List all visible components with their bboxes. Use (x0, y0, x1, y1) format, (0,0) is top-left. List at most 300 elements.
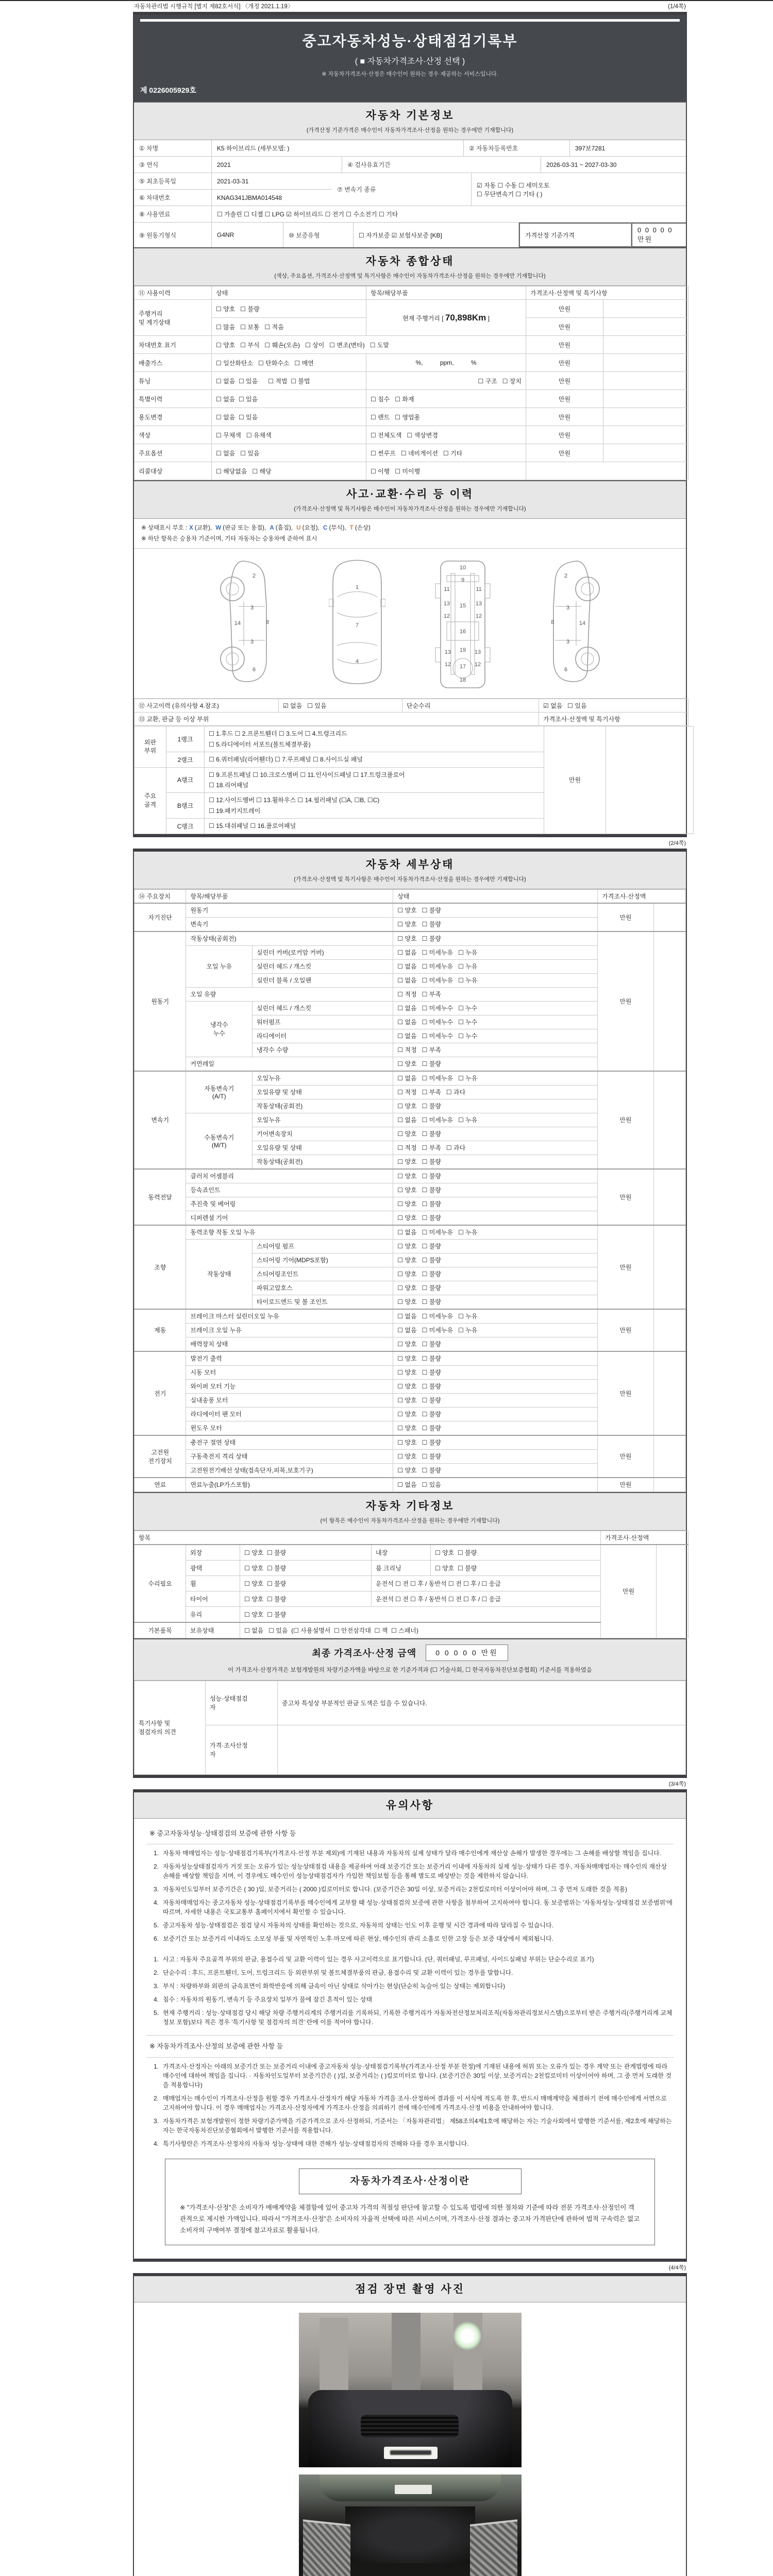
svg-text:8: 8 (550, 619, 554, 626)
price-cell: 만원 (601, 1545, 657, 1638)
sub-group-label: 자동변속기 (A/T) (186, 1071, 253, 1113)
price-cell: 만원 (526, 408, 603, 426)
etc-item-label: 유리 (186, 1606, 240, 1622)
accident-history-subtitle: (가격조사·산정액 및 특기사항은 매수인이 자동차가격조사·산정을 원하는 경우에만 기재합니다) (294, 506, 526, 512)
svg-text:8: 8 (265, 619, 270, 626)
item-label: 추진축 및 베어링 (186, 1197, 393, 1211)
rank2-label: 2랭크 (166, 752, 205, 767)
special-history-label: 특별이력 (135, 390, 212, 408)
final-price-note[interactable]: 이 가격조사·산정가격은 보험개발원의 차량기준가액을 바탕으로 한 기준가격과 (☐ 기술사회, ☐ 한국자동차진단보증협회) 기준서를 적용하였음 (228, 1667, 592, 1673)
mileage-state-checkboxes[interactable]: ☐ 양호 ☐ 불량 (212, 300, 366, 318)
notice-part1-list (146, 1849, 674, 1943)
item-label: 실내송풍 모터 (186, 1393, 393, 1407)
item-label: 스티어링조인트 (253, 1267, 393, 1281)
comprehensive-state-header (134, 247, 686, 286)
state-checkboxes[interactable]: ☐ 없음 ☐ 미세누유 ☐ 누유 (393, 1323, 598, 1337)
state-checkboxes[interactable]: ☐ 양호 ☐ 불량 (393, 1421, 598, 1435)
checkbox-group[interactable]: ☐ 양호 ☐ 불량 (240, 1560, 372, 1575)
state-checkboxes[interactable]: ☐ 양호 ☐ 불량 (393, 1435, 598, 1450)
form-regulation-note: 자동차관리법 시행규칙 [별지 제82호서식] 〈개정 2021.1.19〉 (134, 4, 294, 10)
remark-cell (653, 1478, 685, 1492)
legend-desc: (손상) (353, 525, 371, 531)
item-label: 실린더 헤드 / 개스킷 (253, 1001, 393, 1015)
state-checkboxes[interactable]: ☐ 양호 ☐ 불량 (393, 1365, 598, 1379)
item-label: 충전구 절연 상태 (186, 1435, 393, 1450)
car-side-left-diagram-icon[interactable] (213, 557, 280, 686)
item-label: 타이로드엔드 및 볼 조인트 (253, 1295, 393, 1309)
detail-state-subtitle: (가격조사·산정액 및 특기사항은 매수인이 자동차가격조사·산정을 원하는 경우에만 기재합니다) (294, 876, 526, 883)
exchange-section-label: ⑬ 교환, 판금 등 이상 부위 (135, 713, 539, 726)
photo-area (134, 2302, 686, 2576)
legend-desc: (교환), (193, 525, 214, 531)
accident-history-title: 사고·교환·수리 등 이력 (346, 488, 474, 500)
car-name-value: K5 하이브리드 (세부모델: ) (212, 140, 464, 156)
page-4 (133, 2273, 687, 2576)
item-label: 연료누출(LP가스포함) (186, 1478, 393, 1492)
col-major-device: ⑭ 주요장치 (135, 889, 186, 903)
device-label: 동력전달 (135, 1169, 186, 1225)
state-checkboxes[interactable]: ☐ 적정 ☐ 부족 ☐ 과다 (393, 1141, 598, 1155)
inspection-period-label: ④ 검사유효기간 (342, 157, 541, 173)
color-kind[interactable]: ☐ 전체도색 ☐ 색상변경 (366, 426, 526, 444)
rankC-checkboxes[interactable]: ☐ 15.대쉬패널 ☐ 16.플로어패널 (205, 819, 544, 834)
state-checkboxes[interactable]: ☐ 없음 ☐ 미세누유 ☐ 누유 (393, 1113, 598, 1127)
remark-cell (603, 426, 688, 444)
state-checkboxes[interactable]: ☐ 양호 ☐ 불량 (393, 1169, 598, 1183)
svg-text:4: 4 (355, 658, 359, 665)
mileage-label: 주행거리 및 계기상태 (135, 300, 212, 336)
state-checkboxes[interactable]: ☐ 양호 ☐ 불량 (393, 1407, 598, 1421)
state-checkboxes[interactable]: ☐ 없음 ☐ 미세누수 ☐ 누수 (393, 1001, 598, 1015)
recall-label: 리콜대상 (135, 462, 212, 480)
legend-desc: (부식), (327, 525, 348, 531)
document-number: 제 0226005929호 (140, 86, 196, 94)
state-checkboxes[interactable]: ☐ 없음 ☐ 미세누유 ☐ 누유 (393, 959, 598, 973)
etc-info-subtitle: (이 항목은 매수인이 자동차가격조사·산정을 원하는 경우에만 기재합니다) (320, 1517, 500, 1524)
state-checkboxes[interactable]: ☐ 양호 ☐ 불량 (393, 1155, 598, 1169)
price-survey-definition-title: 자동차가격조사·산정이란 (299, 2168, 522, 2195)
state-checkboxes[interactable]: ☐ 없음 ☐ 미세누유 ☐ 누유 (393, 1071, 598, 1086)
lift-ramp-left (303, 2519, 350, 2576)
legend-prefix: ※ 상태표시 부호 : (141, 525, 188, 531)
item-label: 워터펌프 (253, 1015, 393, 1029)
notice-item: 3. 자동차가격은 보험개발원이 정한 차량기준가액을 기준가격으로 조사·산정하되, 기준서는 「자동차관리법」 제58조의4제1호에 해당하는 자는 기술사회에서 발행한 기준서를, 제2호에 해당하는 자는 한국자동차진단보증협회에서 발행한 기준서를 적용합니다. (153, 2117, 672, 2134)
recall-status[interactable]: ☐ 이행 ☐ 미이행 (366, 462, 526, 480)
remark-cell (603, 336, 688, 354)
notice-item: 5. 현재 주행거리 : 성능·상태점검 당시 해당 차량 주행거리계의 주행거리를 기록하되, 기록한 주행거리가 자동차전산정보처리조직(자동차관리정보시스템)으로부터 받은 주행거리(주행거리계 교체 정보 포함)보다 적은 경우 '특기사항 및 점검자의 의견' 란에 이를 적어야 합니다. (153, 2009, 673, 2026)
state-checkboxes[interactable]: ☐ 양호 ☐ 불량 (393, 917, 598, 931)
svg-text:17: 17 (459, 664, 466, 670)
detail-state-header (134, 852, 686, 889)
basic-info-subtitle: (가격산정 기준가격은 매수인이 자동차가격조사·산정을 원하는 경우에만 기재합니다) (306, 127, 514, 133)
options-kind[interactable]: ☐ 썬루프 ☐ 네비게이션 ☐ 기타 (366, 444, 526, 462)
car-grille (361, 2415, 459, 2437)
comprehensive-state-subtitle: (색상, 주요옵션, 가격조사·산정액 및 특기사항은 매수인이 자동차가격조사·산정을 원하는 경우에만 기재합니다) (274, 273, 546, 279)
etc-item-label: 휠 (186, 1575, 240, 1591)
opinion-section-label: 특기사항 및 점검자의 의견 (135, 1681, 206, 1774)
notice-item: 5. 중고자동차 성능·상태점검은 점검 당시 자동차의 상태를 확인하는 것으로, 자동차의 상태는 인도 이후 운행 및 시간 경과에 따라 달라질 수 있습니다. (153, 1922, 553, 1929)
state-checkboxes[interactable]: ☐ 양호 ☐ 불량 (393, 1183, 598, 1197)
svg-text:2: 2 (252, 573, 256, 580)
remark-cell (603, 354, 688, 372)
options-checkboxes[interactable]: ☐ 없음 ☐ 있음 (212, 444, 366, 462)
svg-text:3: 3 (250, 605, 254, 612)
inspector-opinion-table (134, 1681, 686, 1775)
state-checkboxes[interactable]: ☐ 양호 ☐ 불량 (393, 1239, 598, 1253)
notice-part2-title: ※ 자동차가격조사·산정의 보증에 관한 사항 등 (146, 2035, 674, 2058)
car-top-diagram-icon[interactable] (329, 557, 385, 686)
emission-checkboxes[interactable]: ☐ 일산화탄소 ☐ 탄화수소 ☐ 매연 (212, 354, 366, 372)
checkbox-group[interactable]: 운전석 ☐ 전 ☐ 후 / 동반석 ☐ 전 ☐ 후 / ☐ 응급 (372, 1591, 601, 1606)
car-side-right-diagram-icon[interactable] (540, 557, 607, 686)
device-label: 전기 (135, 1351, 186, 1435)
price-cell: 만원 (598, 1225, 654, 1309)
svg-text:13: 13 (474, 649, 481, 656)
state-checkboxes[interactable]: ☐ 양호 ☐ 불량 (393, 1393, 598, 1407)
state-checkboxes[interactable]: ☐ 양호 ☐ 불량 (393, 1295, 598, 1309)
notice-item: 1. 가격조사·산정자는 아래의 보증기간 또는 보증거리 이내에 중고자동차 성능·상태점검기록부(가격조사·산정 부분 한정)에 기재된 내용에 허위 또는 오류가 있는 경우 계약 또는 관계법령에 따라 매수인에 대하여 책임을 집니다. · 자동차인도일부터 보증기간은 ( )일, 보증거리는 ( )킬로미터로 합니다. (보증기간은 30일 이상, 보증거리는 2천킬로미터 이상이어야 하며, 그 중 먼저 도래한 것을 적용합니다) (153, 2062, 671, 2089)
special-history-kind[interactable]: ☐ 침수 ☐ 화재 (366, 390, 526, 408)
price-survey-option[interactable]: ( ■ 자동차가격조사·산정 선택 ) (355, 57, 465, 66)
outer-panel-label: 외판 부위 (135, 726, 166, 767)
svg-text:3: 3 (250, 639, 254, 646)
checkbox-group[interactable]: ☐ 양호 ☐ 불량 (240, 1545, 372, 1561)
state-checkboxes[interactable]: ☐ 양호 ☐ 불량 (393, 1449, 598, 1463)
item-label: 오일누유 (253, 1113, 393, 1127)
legend-note: ※ 하단 항목은 승용차 기준이며, 기타 자동차는 승용차에 준하여 표시 (141, 535, 317, 542)
item-label: 스티어링 펌프 (253, 1239, 393, 1253)
price-survey-note: ※ 자동차가격조사·산정은 매수인이 원하는 경우 제공하는 서비스입니다. (322, 71, 498, 77)
remark-cell (653, 1169, 685, 1225)
item-label: 시동 모터 (186, 1365, 393, 1379)
price-survey-definition-text: ※ "가격조사·산정"은 소비자가 매매계약을 체결함에 있어 중고차 가격의 적절성 판단에 참고할 수 있도록 법령에 의한 절차와 기준에 따라 전문 가격조사·산정인이 객관적으로 제시한 가액입니다. 따라서 "가격조사·산정"은 소비자의 자율적 선택에 따른 서비스이며, 가격조사·산정 결과는 중고차 가격판단에 관하여 법적 구속력은 없고 소비자의 구매여부 결정에 참고자료로 활용됩니다. (180, 2204, 640, 2234)
state-code-legend (134, 519, 686, 549)
svg-text:12: 12 (474, 662, 481, 668)
current-mileage: 현재 주행거리 [ 70,898Km ] (366, 300, 526, 336)
svg-text:2: 2 (564, 573, 568, 580)
page-1 (133, 12, 687, 837)
item-label: 배력장치 상태 (186, 1337, 393, 1351)
col-item: 항목 (135, 1531, 601, 1545)
item-label: 스티어링 기어(MDPS포함) (253, 1253, 393, 1267)
tuning-checkboxes[interactable]: ☐ 없음 ☐ 있음 ☐ 적법 ☐ 불법 (212, 372, 366, 390)
item-label: 브레이크 오일 누유 (186, 1323, 393, 1337)
col-part-item: 항목/해당부품 (186, 889, 393, 903)
item-label: 오일누유 (253, 1071, 393, 1086)
inspection-photo-underside (299, 2475, 522, 2576)
transmission-type-checkboxes[interactable]: ☑ 자동 ☐ 수동 ☐ 세미오토 ☐ 무단변속기 ☐ 기타 ( ) (477, 181, 550, 198)
col-state: 상태 (393, 889, 598, 903)
item-label: 클러치 어셈블리 (186, 1169, 393, 1183)
svg-text:6: 6 (252, 667, 256, 673)
car-underbody-diagram-icon[interactable] (434, 557, 491, 691)
remark-cell (653, 1309, 685, 1351)
etc-info-table (134, 1531, 688, 1638)
price-cell: 만원 (526, 300, 603, 318)
tuning-kind-checkboxes[interactable]: ☐ 구조 ☐ 장치 (366, 372, 526, 390)
rankB-checkboxes[interactable]: ☐ 12.사이드멤버 ☐ 13.휠하우스 ☐ 14.필러패널 (☐A, ☐B, ☐C) ☐ 19.패키지트레이 (205, 793, 544, 819)
state-checkboxes[interactable]: ☐ 양호 ☐ 불량 (393, 1057, 598, 1071)
final-price-section (134, 1638, 686, 1681)
checkbox-group[interactable]: 운전석 ☐ 전 ☐ 후 / 동반석 ☐ 전 ☐ 후 / ☐ 응급 (372, 1575, 601, 1591)
notice-item: 4. 자동차매매업자는 중고자동차 성능·상태점검기록부를 매수인에게 교부할 때 성능·상태점검의 보증에 관한 사항을 첨부하여 고지하여야 합니다. 동 보증범위는 '자동차성능·상태점검 보증범위'에 따르며, 자세한 내용은 국토교통부 홈페이지에서 확인할 수 있습니다. (153, 1899, 673, 1916)
notice-header (134, 1792, 686, 1819)
item-label: 파워고압호스 (253, 1281, 393, 1295)
svg-text:11: 11 (444, 586, 450, 593)
price-cell: 만원 (598, 1435, 654, 1478)
state-checkboxes[interactable]: ☐ 없음 ☐ 있음 (393, 1478, 598, 1492)
legend-desc: (흠집), (274, 525, 295, 531)
main-frame-label: 주요 골격 (135, 767, 166, 834)
final-price-label: 최종 가격조사·산정 금액 (312, 1648, 417, 1658)
state-checkboxes[interactable]: ☐ 양호 ☐ 불량 (393, 1127, 598, 1141)
fuel-label: ⑧ 사용연료 (134, 206, 212, 222)
remark-cell (653, 1435, 685, 1478)
notice-item: 1. 사고 : 자동차 주요골격 부위의 판금, 용접수리 및 교환 이력이 있는 경우 사고이력으로 표기합니다. (단, 쿼터패널, 루프패널, 사이드실패널 부위는 단순수리로 표기) (153, 1956, 594, 1963)
svg-text:12: 12 (443, 613, 450, 620)
vin-label: ⑥ 차대번호 (134, 190, 212, 206)
page-number-3: (3/4쪽) (668, 1781, 686, 1787)
comprehensive-state-title: 자동차 종합상태 (365, 256, 455, 267)
state-checkboxes[interactable]: ☐ 없음 ☐ 미세누유 ☐ 누유 (393, 973, 598, 987)
sub-group-label: 수동변속기 (M/T) (186, 1113, 253, 1169)
item-label: 작동상태(공회전) (253, 1099, 393, 1113)
license-plate (384, 2447, 438, 2459)
engine-type-value: G4NR (212, 223, 283, 247)
svg-text:3: 3 (566, 605, 570, 612)
recall-checkboxes[interactable]: ☐ 해당없음 ☐ 해당 (212, 462, 366, 480)
svg-text:13: 13 (475, 601, 482, 607)
price-cell: 만원 (526, 318, 603, 336)
rankC-label: C랭크 (166, 819, 205, 834)
page-number-1: (1/4쪽) (668, 4, 686, 10)
etc-item-label: 외장 (186, 1545, 240, 1561)
emission-label: 배출가스 (135, 354, 212, 372)
etc-info-header (134, 1492, 686, 1531)
remark-cell (603, 300, 688, 318)
comprehensive-state-table (134, 286, 688, 480)
state-checkboxes[interactable]: ☐ 양호 ☐ 불량 (393, 1337, 598, 1351)
item-label: 구동축전지 격리 상태 (186, 1449, 393, 1463)
options-label: 주요옵션 (135, 444, 212, 462)
svg-text:14: 14 (234, 620, 241, 627)
rankA-checkboxes[interactable]: ☐ 9.프론트패널 ☐ 10.크로스멤버 ☐ 11.인사이드패널 ☐ 17.트렁크플로어 ☐ 18.리어패널 (205, 767, 544, 793)
inspection-photo-front (299, 2313, 522, 2467)
remark-cell (653, 903, 685, 931)
first-reg-label: ⑤ 최초등록일 (134, 173, 212, 189)
state-checkboxes[interactable]: ☐ 적정 ☐ 부족 (393, 987, 598, 1001)
notice-item: 2. 매매업자는 매수인이 가격조사·산정을 원할 경우 가격조사·산정자가 해당 자동차 가격을 조사·산정하여 결과를 이 서식에 적도록 한 후, 반드시 매매계약을 체결하기 전에 매수인에게 서면으로 고지하여야 합니다. 이 경우 매매업자는 가격조사·산정자에게 가격조사·산정을 의뢰하기 전에 매수인에게 가격조사·산정 비용을 안내하여야 합니다. (153, 2094, 667, 2111)
notice-item: 3. 자동차인도일부터 보증기간은 ( 30 )일, 보증거리는 ( 2000 )킬로미터로 합니다. (보증기간은 30일 이상, 보증거리는 2천킬로미터 이상이어야 하며, 그 중 먼저 도래한 것을 적용) (153, 1886, 628, 1893)
state-checkboxes[interactable]: ☐ 없음 ☐ 미세누수 ☐ 누수 (393, 1029, 598, 1043)
svg-text:13: 13 (444, 649, 451, 656)
rank-remark-cell (606, 726, 694, 834)
model-year-value: 2021 (212, 157, 342, 173)
page-number-4: (4/4쪽) (668, 2264, 686, 2271)
notice-part1-title: ※ 중고자동차성능·상태점검의 보증에 관한 사항 등 (146, 1823, 674, 1845)
page-3 (133, 1789, 687, 2262)
state-checkboxes[interactable]: ☐ 적정 ☐ 부족 ☐ 과다 (393, 1085, 598, 1099)
accident-history-header (134, 480, 686, 519)
vin-mark-label: 차대번호 표기 (135, 336, 212, 354)
car-name-label: ① 차명 (134, 140, 212, 156)
legend-desc: (요철), (300, 525, 321, 531)
inspection-record-document (133, 0, 687, 2576)
accident-history-checkboxes[interactable]: ☑ 없음 ☐ 있음 (279, 699, 402, 713)
item-label: 오일유량 및 상태 (253, 1085, 393, 1099)
rankB-label: B랭크 (166, 793, 205, 819)
usage-change-checkboxes[interactable]: ☐ 없음 ☐ 있음 (212, 408, 366, 426)
transmission-type-label: ⑦ 변속기 종류 (332, 173, 472, 206)
item-label: 등속죠인트 (186, 1183, 393, 1197)
fuel-checkboxes[interactable]: ☐ 가솔린 ☐ 디젤 ☐ LPG ☑ 하이브리드 ☐ 전기 ☐ 수소전기 ☐ 기타 (217, 211, 398, 218)
item-label: 동력조향 작동 오일 누유 (186, 1225, 393, 1240)
header-rule (140, 19, 680, 22)
reg-no-value: 397보7281 (575, 145, 606, 152)
panel-rank-table (134, 726, 694, 834)
checkbox-group[interactable]: ☐ 양호 ☐ 불량 (431, 1560, 601, 1575)
rank2-checkboxes[interactable]: ☐ 6.쿼터패널(리어휀더) ☐ 7.루프패널 ☐ 8.사이드실 패널 (205, 752, 544, 767)
simple-repair-checkboxes[interactable]: ☑ 없음 ☐ 있음 (539, 699, 688, 713)
state-checkboxes[interactable]: ☐ 없음 ☐ 미세누수 ☐ 누수 (393, 1015, 598, 1029)
remark-cell (653, 1351, 685, 1435)
state-checkboxes[interactable]: ☐ 양호 ☐ 불량 (393, 1463, 598, 1478)
car-underside (345, 2506, 475, 2563)
basic-info-header (134, 101, 686, 140)
state-checkboxes[interactable]: ☐ 양호 ☐ 불량 (393, 1099, 598, 1113)
state-checkboxes[interactable]: ☐ 적정 ☐ 부족 (393, 1043, 598, 1057)
state-checkboxes[interactable]: ☐ 양호 ☐ 불량 (393, 1379, 598, 1393)
vin-mark-checkboxes[interactable]: ☐ 양호 ☐ 부식 ☐ 훼손(오손) ☐ 상이 ☐ 변조(변타) ☐ 도말 (212, 336, 526, 354)
detail-state-title: 자동차 세부상태 (365, 858, 455, 871)
item-label: 고전원전기배선 상태(접속단자,피복,보호기구) (186, 1463, 393, 1478)
detail-state-table (134, 889, 686, 1492)
price-cell: 만원 (598, 903, 654, 931)
price-survey-definition-box (165, 2159, 655, 2245)
base-price-label: 가격산정 기준가격 (519, 223, 631, 247)
remark-cell (603, 390, 688, 408)
col-state: 상태 (212, 286, 366, 300)
usage-change-kind[interactable]: ☐ 렌트 ☐ 영업용 (366, 408, 526, 426)
checkbox-group[interactable]: ☐ 양호 ☐ 불량 (240, 1606, 601, 1622)
rank1-checkboxes[interactable]: ☐ 1.후드 ☐ 2.프론트휀더 ☐ 3.도어 ☐ 4.트렁크리드 ☐ 5.라디에이터 서포트(볼트체결부품) (205, 726, 544, 752)
item-label: 오일 유량 (186, 987, 393, 1001)
item-label: 실린더 블록 / 오일팬 (253, 973, 393, 987)
device-label: 제동 (135, 1309, 186, 1351)
state-checkboxes[interactable]: ☐ 양호 ☐ 불량 (393, 1267, 598, 1281)
tuning-label: 튜닝 (135, 372, 212, 390)
svg-text:7: 7 (355, 622, 359, 629)
item-label: 윈도우 모터 (186, 1421, 393, 1435)
price-appraiser-label: 가격·조사산정 자 (206, 1725, 278, 1774)
reg-no-label: ② 자동차등록번호 (464, 140, 570, 156)
etc-item-label: 내장 (372, 1545, 431, 1561)
item-label: 라디에이터 팬 모터 (186, 1407, 393, 1421)
svg-text:9: 9 (461, 577, 465, 584)
final-price-amount: 0 0 0 0 0 만원 (426, 1645, 508, 1661)
exchange-price-col: 가격조사·산정액 및 특기사항 (539, 713, 688, 726)
remark-cell (603, 318, 688, 336)
item-label: 브레이크 마스터 실린더오일 누유 (186, 1309, 393, 1324)
col-price: 가격조사·산정액 (601, 1531, 688, 1545)
price-appraiser-opinion (278, 1725, 686, 1774)
state-checkboxes[interactable]: ☐ 양호 ☐ 불량 (393, 903, 598, 918)
state-checkboxes[interactable]: ☐ 없음 ☐ 미세누유 ☐ 누유 (393, 1309, 598, 1324)
checkbox-group[interactable]: ☐ 양호 ☐ 불량 (431, 1545, 601, 1561)
notice-item: 4. 특기사항란은 가격조사·산정자의 자동차 성능·상태에 대한 견해가 성능·상태점검자의 견해와 다를 경우 표시합니다. (153, 2140, 469, 2147)
checkbox-group[interactable]: ☐ 양호 ☐ 불량 (240, 1575, 372, 1591)
item-label: 커먼레일 (186, 1057, 393, 1071)
legend-code: C (323, 525, 328, 531)
basic-info-table (134, 140, 686, 247)
svg-text:15: 15 (459, 603, 466, 609)
device-label: 조향 (135, 1225, 186, 1309)
accident-history-label: ⑫ 사고이력 (유의사항 4.참조) (135, 699, 279, 713)
device-label: 원동기 (135, 931, 186, 1071)
hold-state-checkboxes[interactable]: ☐ 없음 ☐ 있음 (☐ 사용설명서 ☐ 안전삼각대 ☐ 잭 ☐ 스패너) (240, 1622, 601, 1638)
svg-text:3: 3 (566, 639, 570, 646)
state-checkboxes[interactable]: ☐ 양호 ☐ 불량 (393, 1351, 598, 1366)
warranty-type-label: ⑩ 보증유형 (283, 223, 354, 247)
sub-group-label: 작동상태 (186, 1239, 253, 1309)
mileage-value: 70,898Km (445, 312, 486, 323)
page-2 (133, 849, 687, 1778)
car-damage-diagrams (134, 549, 686, 699)
warranty-type-checkboxes[interactable]: ☐ 자가보증 ☑ 보험사보증 [KB] (354, 223, 519, 247)
mileage-amount-checkboxes[interactable]: ☐ 많음 ☐ 보통 ☐ 적음 (212, 318, 366, 336)
color-checkboxes[interactable]: ☐ 무채색 ☐ 유채색 (212, 426, 366, 444)
item-label: 디퍼렌셜 기어 (186, 1211, 393, 1225)
state-checkboxes[interactable]: ☐ 없음 ☐ 미세누유 ☐ 누유 (393, 945, 598, 959)
price-cell: 만원 (598, 1309, 654, 1351)
remark-cell (653, 931, 685, 1071)
basic-info-title: 자동차 기본정보 (365, 110, 455, 122)
svg-text:14: 14 (579, 620, 586, 627)
col-price: 가격조사·산정액 및 특기사항 (526, 286, 688, 300)
license-plate (395, 2485, 432, 2494)
document-title: 중고자동차성능·상태점검기록부 (302, 33, 518, 49)
state-checkboxes[interactable]: ☐ 양호 ☐ 불량 (393, 1281, 598, 1295)
hold-state-label: 보유상태 (186, 1622, 240, 1638)
performance-inspector-opinion: 중고차 특성상 부분적인 판금 도색은 있을 수 있습니다. (278, 1681, 686, 1725)
state-checkboxes[interactable]: ☐ 양호 ☐ 불량 (393, 1197, 598, 1211)
remark-cell (653, 1071, 685, 1169)
price-cell: 만원 (526, 390, 603, 408)
svg-text:12: 12 (475, 613, 482, 620)
price-cell: 만원 (526, 354, 603, 372)
rank-price-cell: 만원 (544, 726, 606, 834)
item-label: 오일유량 및 상태 (253, 1141, 393, 1155)
notice-body (134, 1819, 686, 2259)
svg-text:10: 10 (459, 565, 466, 571)
state-checkboxes[interactable]: ☐ 양호 ☐ 불량 (393, 1253, 598, 1267)
notice-item: 4. 침수 : 자동차의 원동기, 변속기 등 주요장치 일부가 물에 잠긴 흔적이 있는 상태 (153, 1996, 373, 2003)
legend-code: W (215, 525, 222, 531)
remark-cell (526, 462, 688, 480)
state-checkboxes[interactable]: ☐ 없음 ☐ 미세누유 ☐ 누유 (393, 1225, 598, 1240)
state-checkboxes[interactable]: ☐ 양호 ☐ 불량 (393, 1211, 598, 1225)
state-checkboxes[interactable]: ☐ 양호 ☐ 불량 (393, 931, 598, 946)
vin-value: KNAG341JBMA014548 (217, 194, 282, 201)
special-history-checkboxes[interactable]: ☐ 없음 ☐ 있음 (212, 390, 366, 408)
notice-item: 6. 보증기간 또는 보증거리 이내라도 소모성 부품 및 자연적인 노후·마모에 따른 현상, 매수인의 관리 소홀로 인한 고장 등은 보증 대상에서 제외됩니다. (153, 1935, 553, 1942)
checkbox-group[interactable]: ☐ 양호 ☐ 불량 (240, 1591, 372, 1606)
etc-item-label: 타이어 (186, 1591, 240, 1606)
simple-repair-label: 단순수리 (402, 699, 539, 713)
sub-group-label: 오일 누유 (186, 945, 253, 987)
item-label: 작동상태(공회전) (186, 931, 393, 946)
rankA-label: A랭크 (166, 767, 205, 793)
